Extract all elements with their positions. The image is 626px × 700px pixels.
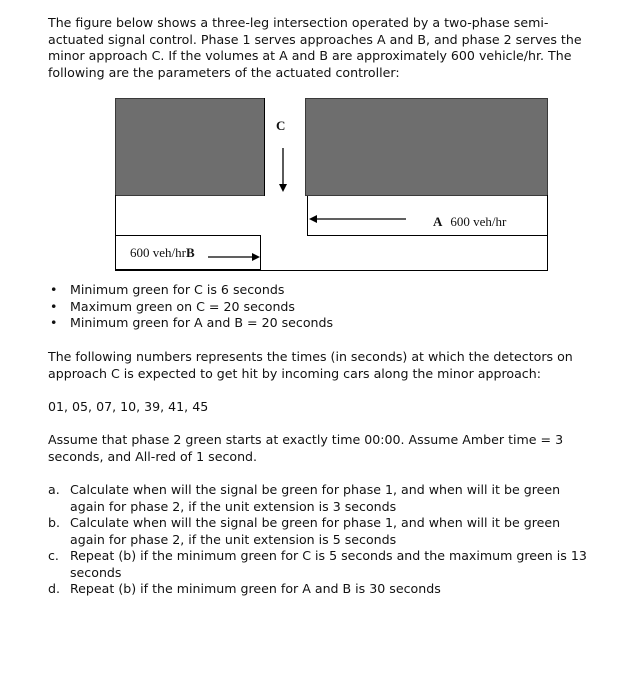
list-item: • Minimum green for C is 6 seconds (50, 282, 285, 297)
detector-times: 01, 05, 07, 10, 39, 41, 45 (48, 399, 209, 414)
approach-c-left-edge (264, 98, 265, 196)
question-letter: a. (48, 482, 60, 497)
questions-list (48, 482, 588, 598)
list-item: d. Repeat (b) if the minimum green for A and B is 30 seconds (48, 581, 441, 596)
arrow-b-right-icon (207, 250, 261, 264)
list-item: • Minimum green for A and B = 20 seconds (50, 315, 334, 330)
approach-a-label: A (433, 214, 443, 229)
approach-a-volume (433, 214, 506, 230)
intersection-figure (115, 98, 548, 272)
bullet-icon: • (50, 315, 58, 330)
assumption-text: Assume that phase 2 green starts at exactly time 00:00. Assume Amber time = 3 seconds, and All-red of 1 second. (48, 432, 564, 464)
list-item: c. Repeat (b) if the minimum green for C is 5 seconds and the maximum green is 13 seconds (48, 548, 587, 580)
arrow-a-left-icon (308, 212, 408, 226)
arrow-c-down-icon (275, 146, 291, 196)
list-item: a. Calculate when will the signal be green for phase 1, and when will it be green again for phase 2, if the unit extension is 3 seconds (48, 482, 561, 514)
building-block-left (115, 98, 265, 196)
question-letter: c. (48, 548, 59, 563)
approach-b-volume (130, 245, 195, 261)
list-item: b. Calculate when will the signal be green for phase 1, and when will it be green again for phase 2, if the unit extension is 5 seconds (48, 515, 561, 547)
question-letter: b. (48, 515, 60, 530)
building-block-right (305, 98, 548, 196)
question-letter: d. (48, 581, 60, 596)
volume-b-text: 600 veh/hr (130, 245, 186, 260)
bullet-icon: • (50, 282, 58, 297)
controller-parameters-list (48, 282, 588, 332)
road-bottom-edge (115, 270, 548, 271)
list-item: • Maximum green on C = 20 seconds (50, 298, 295, 314)
detector-intro: The following numbers represents the times (in seconds) at which the detectors on approach C is expected to get hit by incoming cars along the minor approach: (48, 349, 573, 381)
problem-intro: The figure below shows a three-leg intersection operated by a two-phase semi-actuated signal control. Phase 1 serves approaches A and B, and phase 2 serves the minor approach C. If the volumes at A and B are approximately 600 vehicle/hr. The following are the parameters of the actuated controller: (48, 15, 582, 80)
volume-a-text: 600 veh/hr (450, 214, 507, 229)
approach-c-label: C (276, 118, 286, 133)
bullet-icon: • (50, 298, 58, 314)
approach-b-label: B (185, 245, 195, 260)
